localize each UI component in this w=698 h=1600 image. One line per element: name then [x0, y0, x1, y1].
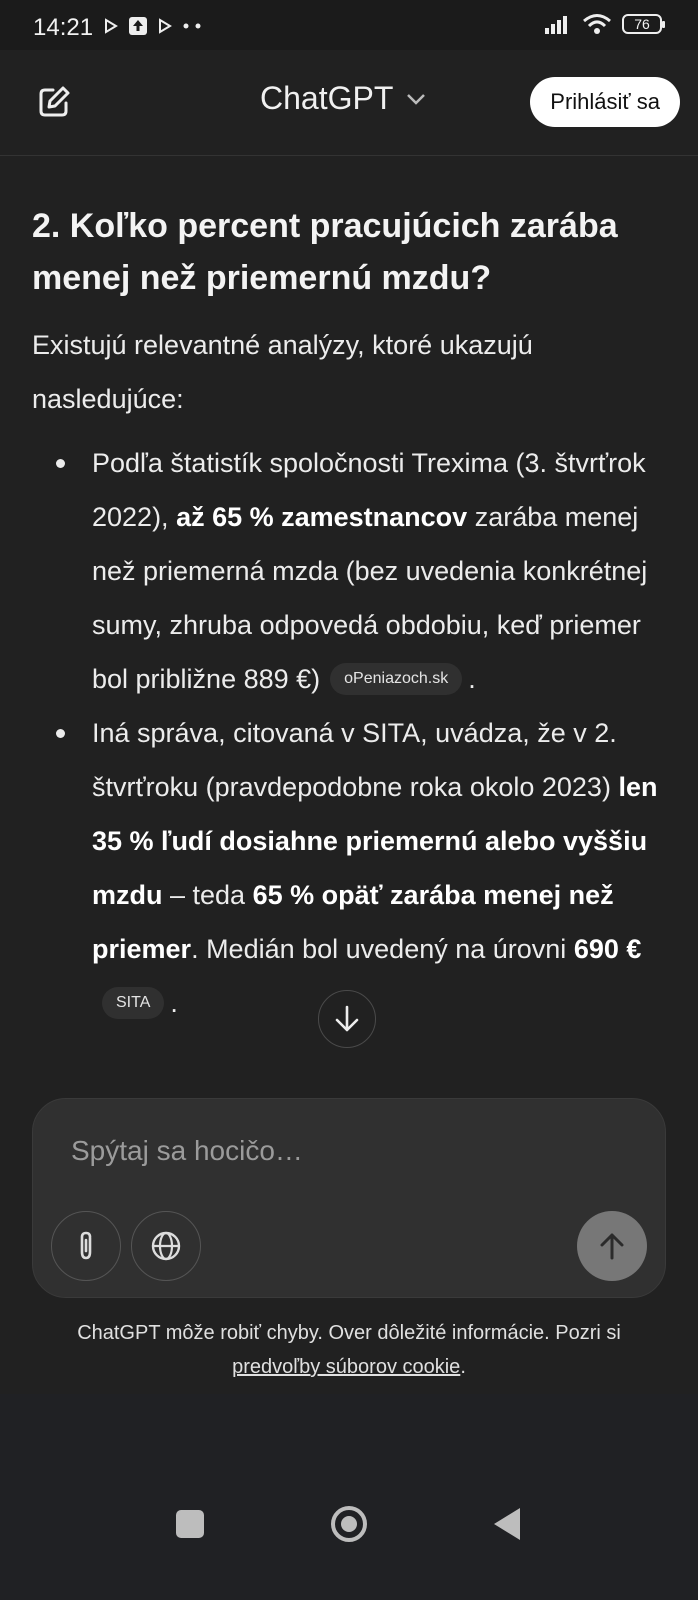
bullet1-bold1: až 65 % zamestnancov [176, 502, 468, 532]
bullet-list [32, 436, 672, 1030]
home-icon[interactable] [331, 1506, 367, 1542]
system-nav-bar [0, 1510, 698, 1600]
paperclip-icon [72, 1230, 100, 1262]
send-button[interactable] [577, 1211, 647, 1281]
wifi-icon [582, 13, 612, 35]
web-search-button[interactable] [131, 1211, 201, 1281]
upload-icon [128, 16, 148, 36]
disclaimer-text: ChatGPT môže robiť chyby. Over dôležité informácie. Pozri si [77, 1322, 621, 1344]
clock: 14:21 [33, 14, 94, 41]
bullet2-text2: – teda [162, 880, 253, 910]
chat-message [32, 200, 672, 1030]
message-composer [32, 1098, 666, 1298]
chevron-down-icon [405, 92, 427, 106]
scroll-down-button[interactable] [318, 990, 376, 1048]
bullet1-text1: Podľa štatistík spoločnosti Trexima (3. štvrťrok 2022), [92, 448, 646, 532]
attach-button[interactable] [51, 1211, 121, 1281]
battery-icon: 76 [622, 14, 662, 34]
message-input[interactable]: Spýtaj sa hocičo… [71, 1135, 303, 1166]
cookie-preferences-link[interactable]: predvoľby súborov cookie [232, 1356, 461, 1378]
bullet2-bold2: 65 % opäť zarába menej než priemer [92, 880, 614, 964]
source-chip[interactable]: SITA [102, 987, 164, 1019]
list-item [92, 706, 672, 1030]
play-icon [104, 18, 118, 34]
recents-icon[interactable] [176, 1510, 204, 1538]
app-title: ChatGPT [260, 80, 394, 116]
bullet2-text4: . [170, 988, 178, 1018]
list-item [92, 436, 672, 706]
intro-text: Existujú relevantné analýzy, ktoré ukazujú nasledujúce: [32, 330, 533, 414]
globe-icon [150, 1230, 182, 1262]
bullet2-text1: Iná správa, citovaná v SITA, uvádza, že v 2. štvrťroku (pravdepodobne roka okolo 2023) [92, 718, 619, 802]
arrow-down-icon [334, 1005, 360, 1033]
signal-icon [544, 14, 572, 34]
bullet1-text3: . [468, 664, 476, 694]
bullet2-bold3: 690 € [573, 934, 642, 964]
arrow-up-icon [599, 1231, 625, 1261]
notification-icons [104, 16, 204, 36]
status-bar [0, 0, 698, 50]
back-icon[interactable] [494, 1508, 520, 1540]
disclaimer [0, 1316, 698, 1384]
bullet2-text3: . Medián bol uvedený na úrovni [191, 934, 574, 964]
bullet1-text2: zarába menej než priemerná mzda (bez uvedenia konkrétnej sumy, zhruba odpovedá obdobiu, keď priemer bol približne 889 €) [92, 502, 648, 694]
section-heading: 2. Koľko percent pracujúcich zarába menej než priemernú mzdu? [32, 207, 618, 297]
model-selector[interactable] [260, 80, 427, 117]
edit-icon [36, 84, 72, 120]
app-header [0, 50, 698, 156]
more-dots-icon [182, 22, 204, 30]
disclaimer-end: . [460, 1356, 466, 1378]
source-chip[interactable]: oPeniazoch.sk [330, 663, 462, 695]
play-icon-2 [158, 18, 172, 34]
new-chat-button[interactable] [36, 84, 72, 120]
login-button[interactable]: Prihlásiť sa [530, 77, 680, 127]
bullet2-bold1: len 35 % ľudí dosiahne priemernú alebo vyššiu mzdu [92, 772, 658, 910]
